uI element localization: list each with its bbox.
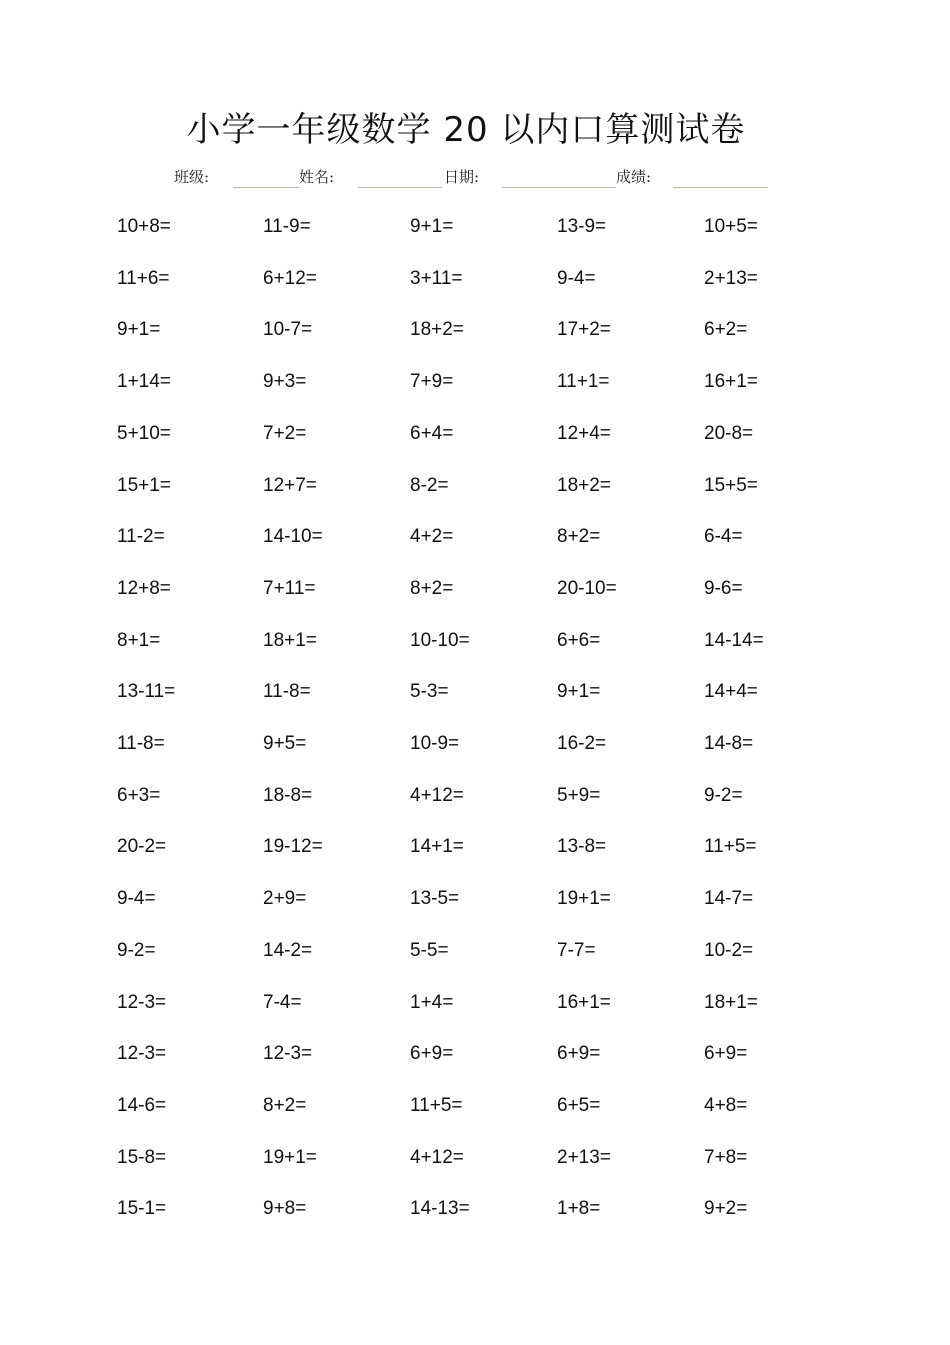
problem-item: 18+1= [263,629,317,651]
problem-item: 4+12= [410,1146,464,1168]
problem-item: 6+9= [557,1043,601,1065]
problem-item: 6-4= [704,526,743,548]
problem-item: 19-12= [263,836,323,858]
problem-item: 9+8= [263,1198,307,1220]
problem-item: 5-3= [410,681,449,703]
problem-item: 2+9= [263,888,307,910]
problem-item: 7+8= [704,1146,748,1168]
problem-item: 14-7= [704,888,754,910]
score-label: 成绩: [616,168,652,186]
problem-item: 4+8= [704,1094,748,1116]
problem-item: 3+11= [410,267,463,289]
problem-item: 14-14= [704,629,764,651]
problem-item: 10-10= [410,629,470,651]
problem-item: 12+7= [263,474,317,496]
problem-item: 12-3= [117,1043,167,1065]
problem-item: 11-8= [263,681,311,703]
problem-grid [0,200,950,1240]
problem-item: 16+1= [704,371,758,393]
problem-item: 14-10= [263,526,323,548]
problem-item: 14-8= [704,733,754,754]
problem-item: 7+2= [263,422,307,444]
problem-item: 15+1= [117,474,171,496]
problem-item: 7+9= [410,371,454,393]
problem-item: 8+2= [263,1094,307,1116]
problem-item: 6+4= [410,422,454,444]
problem-item: 9-4= [557,267,596,289]
problem-item: 6+2= [704,319,748,341]
problem-item: 14-2= [263,939,313,961]
problem-item: 6+9= [410,1043,454,1065]
problem-item: 9+1= [410,216,454,237]
problem-item: 18+1= [704,991,758,1013]
problem-item: 5-5= [410,939,449,961]
problem-item: 12+4= [557,422,611,444]
problem-item: 15-1= [117,1198,167,1220]
problem-item: 9+3= [263,371,307,393]
date-label: 日期: [444,168,480,186]
problem-item: 8-2= [410,474,449,496]
problem-item: 6+9= [704,1043,748,1065]
problem-item: 9+2= [704,1198,748,1220]
problem-item: 20-2= [117,836,167,858]
page-title: 小学一年级数学 20 以内口算测试卷 [186,110,746,150]
problem-item: 12-3= [117,991,167,1013]
problem-item: 13-11= [117,681,176,703]
problem-item: 11+6= [117,267,170,289]
problem-item: 10+8= [117,216,171,237]
problem-item: 10+5= [704,216,758,237]
problem-item: 11-9= [263,216,311,237]
problem-item: 2+13= [704,267,758,289]
problem-item: 7-4= [263,991,302,1013]
problem-item: 4+12= [410,784,464,806]
name-field[interactable] [358,187,442,188]
problem-item: 8+2= [557,526,601,548]
problem-item: 13-9= [557,216,607,237]
problem-item: 20-8= [704,422,754,444]
problem-item: 14-6= [117,1094,167,1116]
problem-item: 20-10= [557,577,617,599]
problem-item: 13-8= [557,836,607,858]
problem-item: 17+2= [557,319,611,341]
problem-item: 9-6= [704,577,743,599]
problem-item: 12-3= [263,1043,313,1065]
problem-item: 10-2= [704,939,754,961]
problem-item: 6+12= [263,267,317,289]
problem-item: 11+5= [704,836,757,858]
problem-item: 18+2= [557,474,611,496]
problem-item: 11-8= [117,733,165,754]
problem-item: 9+1= [557,681,601,703]
problem-item: 18+2= [410,319,464,341]
score-field[interactable] [673,187,768,188]
problem-item: 13-5= [410,888,460,910]
problem-item: 16-2= [557,733,607,754]
problem-item: 6+5= [557,1094,601,1116]
problem-item: 14+4= [704,681,758,703]
problem-item: 6+6= [557,629,601,651]
problem-item: 10-7= [263,319,313,341]
class-field[interactable] [233,187,299,188]
student-info-row [0,162,950,192]
problem-item: 7-7= [557,939,596,961]
problem-item: 11+5= [410,1094,463,1116]
problem-item: 9-2= [704,784,743,806]
problem-item: 1+14= [117,371,171,393]
date-field[interactable] [502,187,616,188]
problem-item: 9-2= [117,939,156,961]
problem-item: 19+1= [557,888,611,910]
name-label: 姓名: [299,168,335,186]
problem-item: 7+11= [263,577,316,599]
problem-item: 12+8= [117,577,171,599]
class-label: 班级: [174,168,210,186]
problem-item: 8+2= [410,577,454,599]
problem-item: 11-2= [117,526,165,548]
problem-item: 11+1= [557,371,610,393]
problem-item: 1+8= [557,1198,601,1220]
problem-item: 15-8= [117,1146,167,1168]
problem-item: 4+2= [410,526,454,548]
problem-item: 9+1= [117,319,161,341]
problem-item: 10-9= [410,733,460,754]
problem-item: 5+10= [117,422,171,444]
problem-item: 1+4= [410,991,454,1013]
problem-item: 18-8= [263,784,313,806]
problem-item: 5+9= [557,784,601,806]
problem-item: 19+1= [263,1146,317,1168]
problem-item: 16+1= [557,991,611,1013]
problem-item: 14-13= [410,1198,470,1220]
problem-item: 8+1= [117,629,161,651]
problem-item: 9+5= [263,733,307,754]
problem-item: 14+1= [410,836,464,858]
problem-item: 9-4= [117,888,156,910]
problem-item: 2+13= [557,1146,611,1168]
problem-item: 15+5= [704,474,758,496]
problem-item: 6+3= [117,784,161,806]
